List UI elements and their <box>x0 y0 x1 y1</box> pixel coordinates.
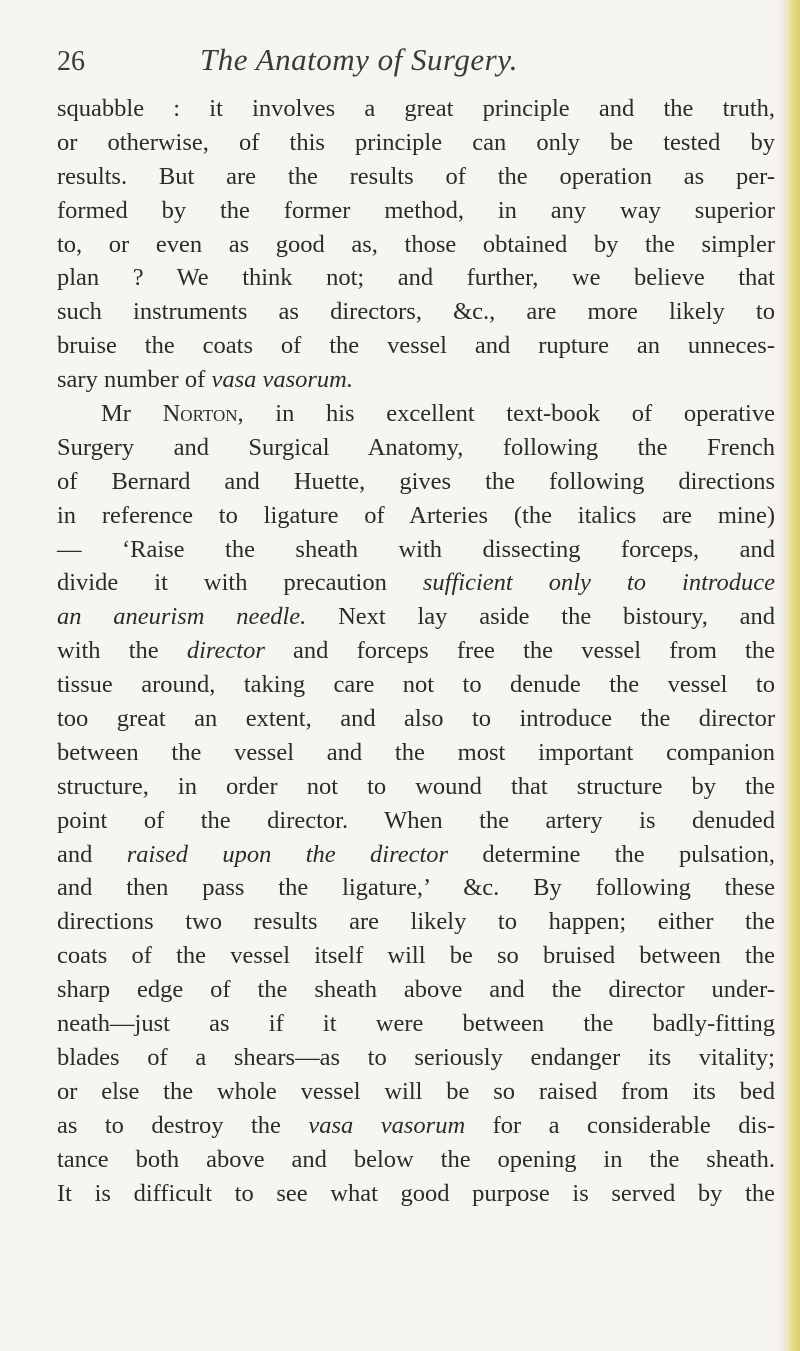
italic-run: vasa vasorum. <box>211 366 353 394</box>
text-run: , in his excellent text-book of operative <box>237 400 775 428</box>
text-line: too great an extent, and also to introduce the director <box>57 705 775 733</box>
running-title: The Anatomy of Surgery. <box>200 42 519 77</box>
text-line: It is difficult to see what good purpose is served by the <box>57 1179 775 1207</box>
text-line: between the vessel and the most important companion <box>57 738 775 766</box>
page-gutter-shadow <box>778 0 786 1351</box>
text-line <box>57 838 775 872</box>
italic-run: an aneurism needle. <box>57 603 307 631</box>
text-run: Mr <box>101 400 163 428</box>
text-line: and then pass the ligature,’ &c. By following these <box>57 874 775 902</box>
text-line: results. But are the results of the operation as per- <box>57 162 775 190</box>
text-run: determine the pulsation, <box>448 840 776 868</box>
text-run: Next lay aside the bistoury, and <box>306 603 776 631</box>
text-line: sharp edge of the sheath above and the director under- <box>57 976 775 1004</box>
page-header <box>57 42 757 84</box>
text-line: to, or even as good as, those obtained by the simpler <box>57 230 775 258</box>
text-line <box>57 566 775 600</box>
text-line: plan ? We think not; and further, we believe that <box>57 264 775 292</box>
text-run: sary number of <box>57 366 212 394</box>
text-run: for a considerable dis- <box>465 1111 776 1139</box>
text-line: formed by the former method, in any way superior <box>57 196 775 224</box>
italic-run: director <box>186 637 265 665</box>
text-line: squabble : it involves a great principle and the truth, <box>57 95 775 122</box>
text-run: with the <box>57 637 187 665</box>
text-line <box>57 634 775 668</box>
text-run: and <box>57 840 127 868</box>
text-line: in reference to ligature of Arteries (the italics are mine) <box>57 501 775 529</box>
page-edge <box>786 0 800 1351</box>
text-line <box>57 363 775 397</box>
italic-run: vasa vasorum <box>308 1111 466 1139</box>
page-number: 26 <box>57 46 85 77</box>
text-line: directions two results are likely to happen; either the <box>57 908 775 936</box>
text-line: Surgery and Surgical Anatomy, following the French <box>57 433 775 461</box>
text-line: or else the whole vessel will be so raised from its bed <box>57 1077 775 1105</box>
text-run: and forceps free the vessel from the <box>264 637 775 665</box>
text-line: or otherwise, of this principle can only be tested by <box>57 128 775 156</box>
text-line: blades of a shears—as to seriously endanger its vitality; <box>57 1043 775 1071</box>
text-line <box>57 600 775 634</box>
text-line: structure, in order not to wound that structure by the <box>57 772 775 800</box>
text-line: bruise the coats of the vessel and rupture an unneces- <box>57 332 775 360</box>
text-line: tissue around, taking care not to denude the vessel to <box>57 671 775 699</box>
text-line: of Bernard and Huette, gives the following directions <box>57 467 775 495</box>
italic-run: sufficient only to introduce <box>422 569 775 597</box>
text-line: neath—just as if it were between the badly-fitting <box>57 1010 775 1038</box>
text-line: coats of the vessel itself will be so bruised between the <box>57 942 775 970</box>
text-line: point of the director. When the artery is denuded <box>57 806 775 834</box>
text-run: divide it with precaution <box>57 569 423 597</box>
text-line: such instruments as directors, &c., are more likely to <box>57 298 775 326</box>
text-line <box>57 1109 775 1143</box>
text-run: as to destroy the <box>57 1111 309 1139</box>
small-caps-name: Norton <box>162 400 238 428</box>
text-line: — ‘Raise the sheath with dissecting forceps, and <box>57 535 775 563</box>
text-line: tance both above and below the opening in the sheath. <box>57 1145 775 1173</box>
paragraph-start-line <box>57 397 775 431</box>
body-text <box>57 92 775 1210</box>
italic-run: raised upon the director <box>126 840 449 868</box>
